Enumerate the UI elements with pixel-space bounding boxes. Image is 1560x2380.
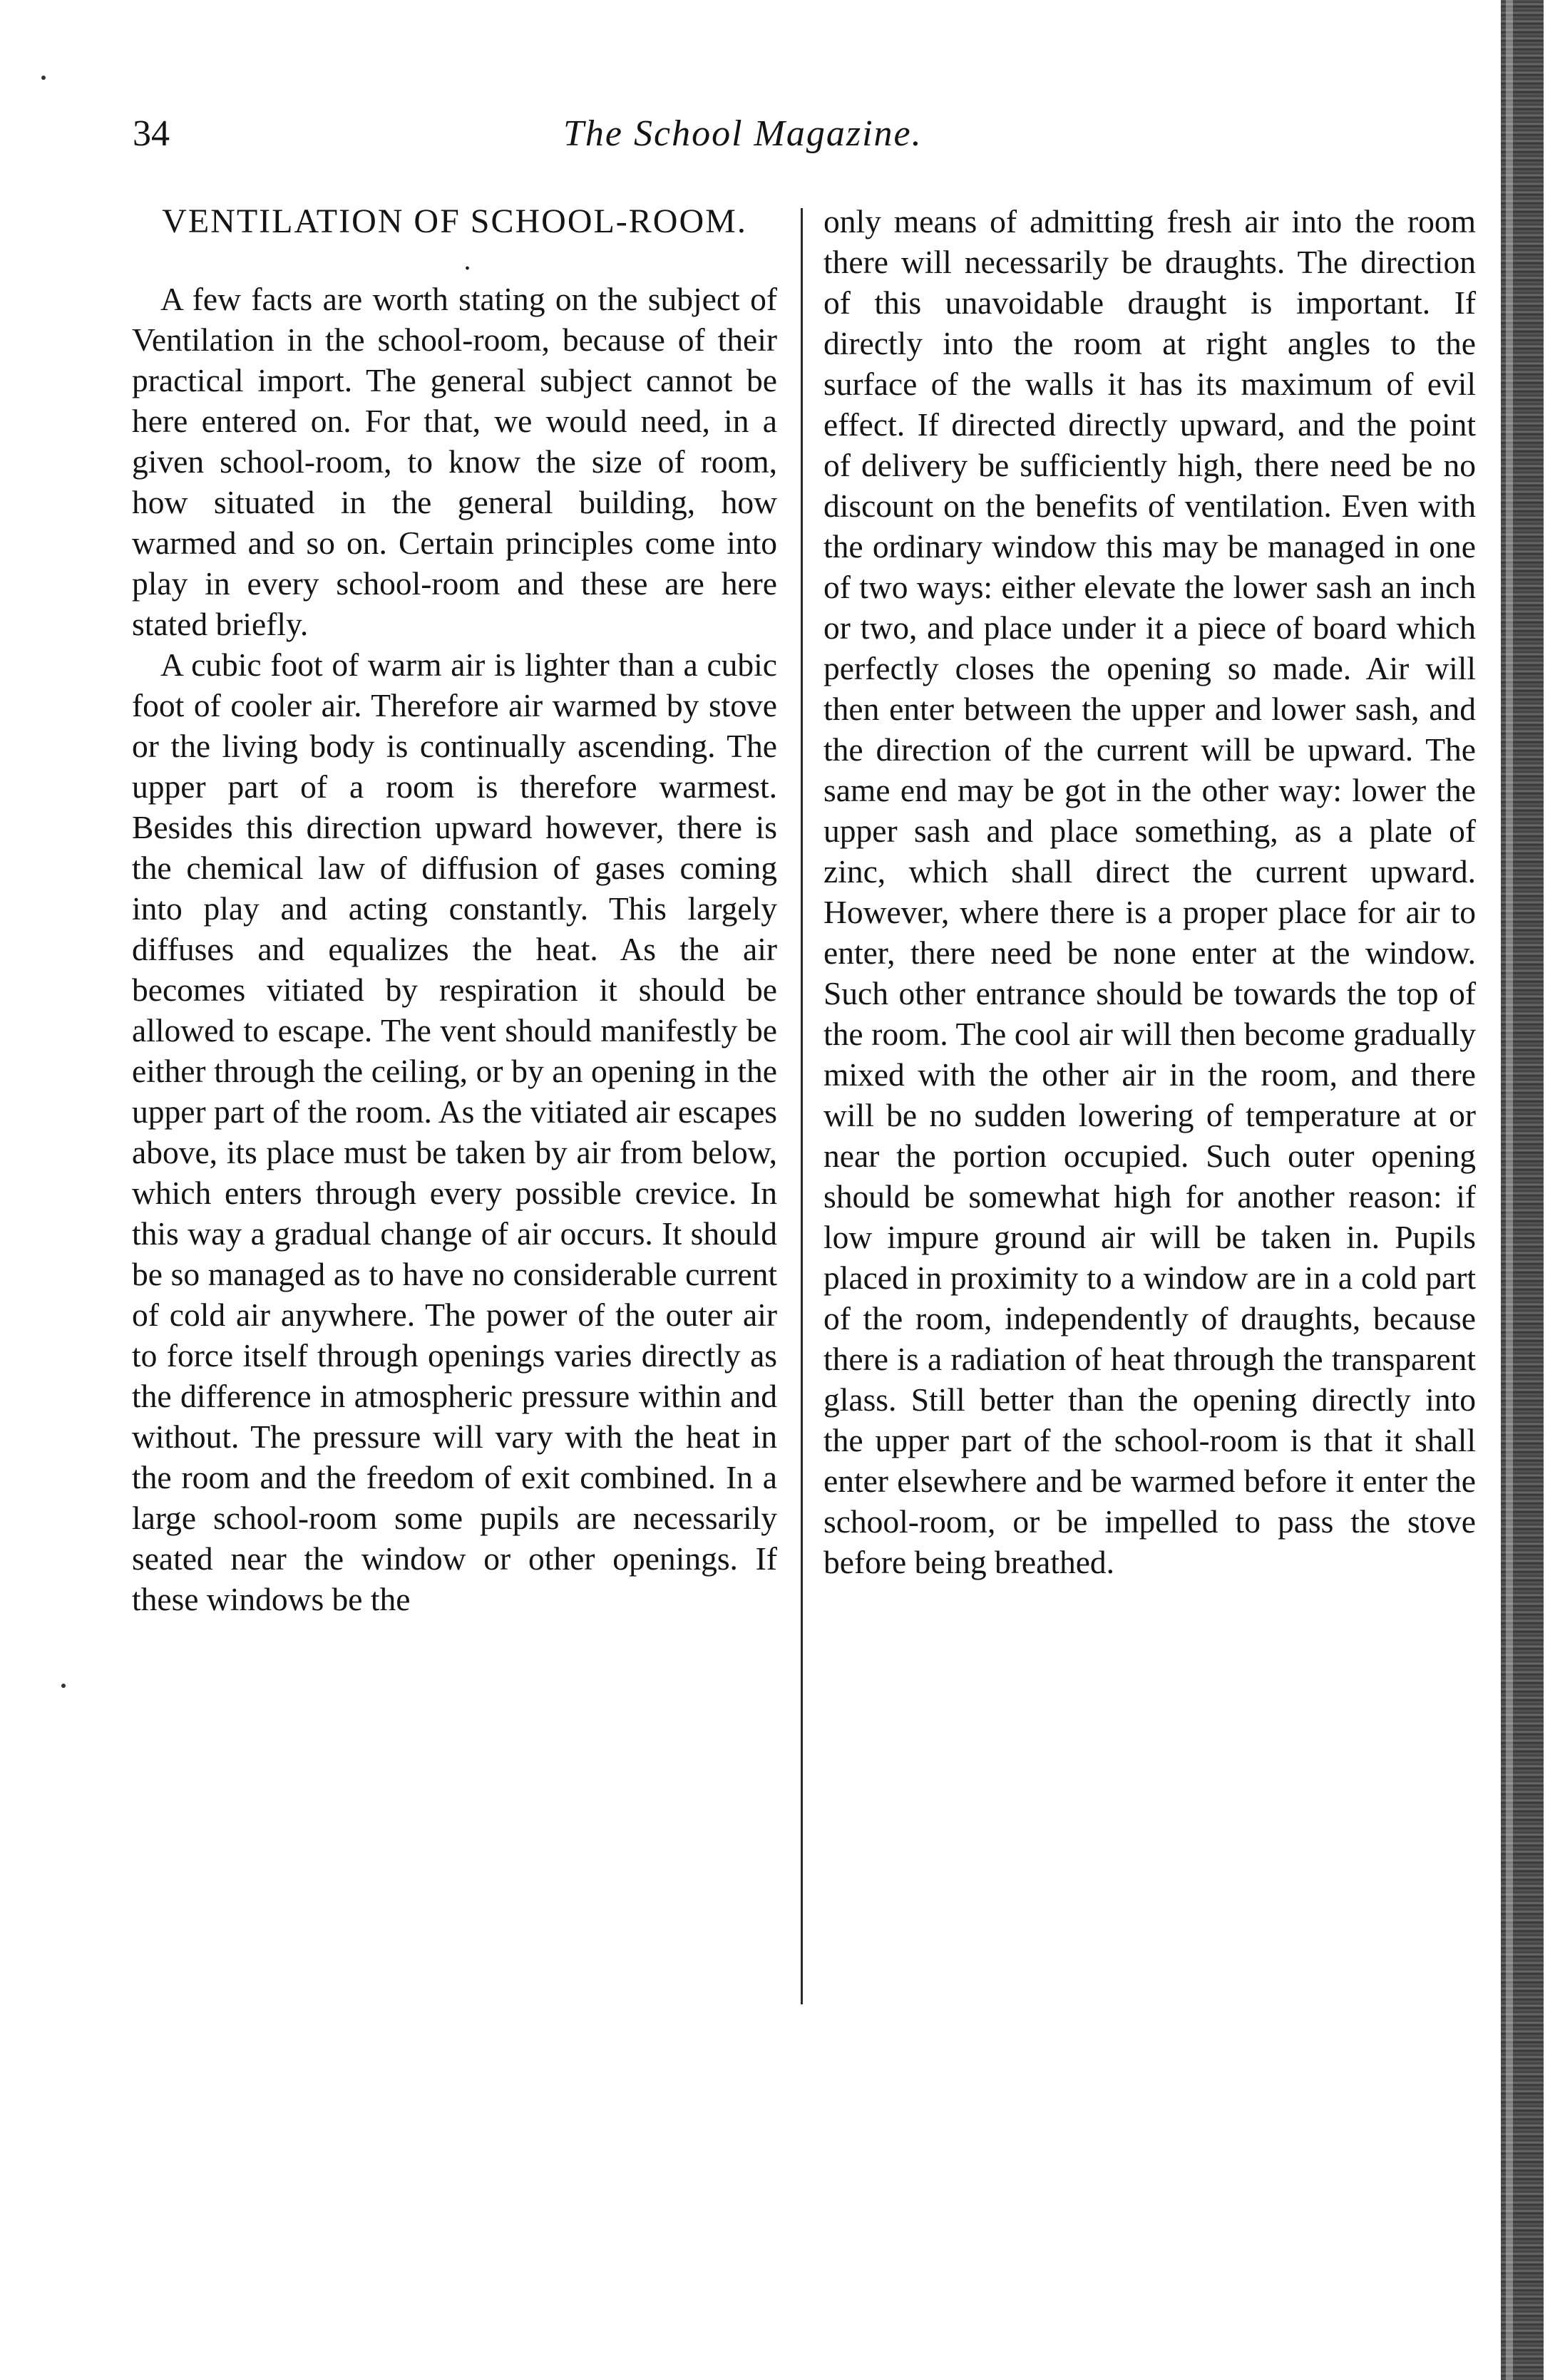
scan-speck: [61, 1684, 66, 1688]
column-rule: [801, 208, 803, 2004]
running-head: The School Magazine.: [563, 113, 923, 154]
article-title: VENTILATION OF SCHOOL-ROOM.: [162, 202, 747, 240]
paragraph-continued: only means of admitting fresh air into the room there will necessarily be draughts. The direction of this unavoidable draught is important. If directly into the room at right angles to the surface of the walls it has its maximum of evil effect. If directed directly upward, and the point of delivery be sufficiently high, there need be no discount on the benefits of ventilation. Even with the ordinary window this may be managed in one of two ways: either elevate the lower sash an inch or two, and place under it a piece of board which perfectly closes the opening so made. Air will then enter between the upper and lower sash, and the direction of the current will be upward. The same end may be got in the other way: lower the upper sash and place something, as a plate of zinc, which shall direct the current upward. However, where there is a proper place for air to enter, there need be none enter at the window. Such other entrance should be towards the top of the room. The cool air will then become gradually mixed with the other air in the room, and there will be no sudden lowering of temperature at or near the portion occupied. Such outer opening should be somewhat high for another reason: if low impure ground air will be taken in. Pupils placed in proximity to a window are in a cold part of the room, independently of draughts, because there is a radiation of heat through the transparent glass. Still better than the opening directly into the upper part of the school-room is that it shall enter elsewhere and be warmed before it enter the school-room, or be impelled to pass the stove before being breathed.: [823, 203, 1476, 1580]
page-number: 34: [133, 113, 170, 154]
right-column: [823, 201, 1476, 1582]
left-column: [132, 201, 777, 1619]
scan-speck: [41, 76, 46, 80]
page-edge-highlight: [1506, 0, 1513, 2380]
title-ornament: .: [463, 244, 471, 276]
paragraph: A cubic foot of warm air is lighter than a cubic foot of cooler air. Therefore air warmed by stove or the living body is continually ascending. The upper part of a room is therefore warmest. Besides this direction upward however, there is the chemical law of diffusion of gases coming into play and acting constantly. This largely diffuses and equalizes the heat. As the air becomes vitiated by respiration it should be allowed to escape. The vent should manifestly be either through the ceiling, or by an opening in the upper part of the room. As the vitiated air escapes above, its place must be taken by air from below, which enters through every possible crevice. In this way a gradual change of air occurs. It should be so managed as to have no considerable current of cold air anywhere. The power of the outer air to force itself through openings varies directly as the difference in atmospheric pressure within and without. The pressure will vary with the heat in the room and the freedom of exit combined. In a large school-room some pupils are necessarily seated near the window or other openings. If these windows be the: [132, 646, 777, 1617]
paragraph: A few facts are worth stating on the subject of Ventilation in the school-room, because of their practical import. The general subject cannot be here entered on. For that, we would need, in a given school-room, to know the size of room, how situated in the general building, how warmed and so on. Certain principles come into play in every school-room and these are here stated briefly.: [132, 281, 777, 642]
